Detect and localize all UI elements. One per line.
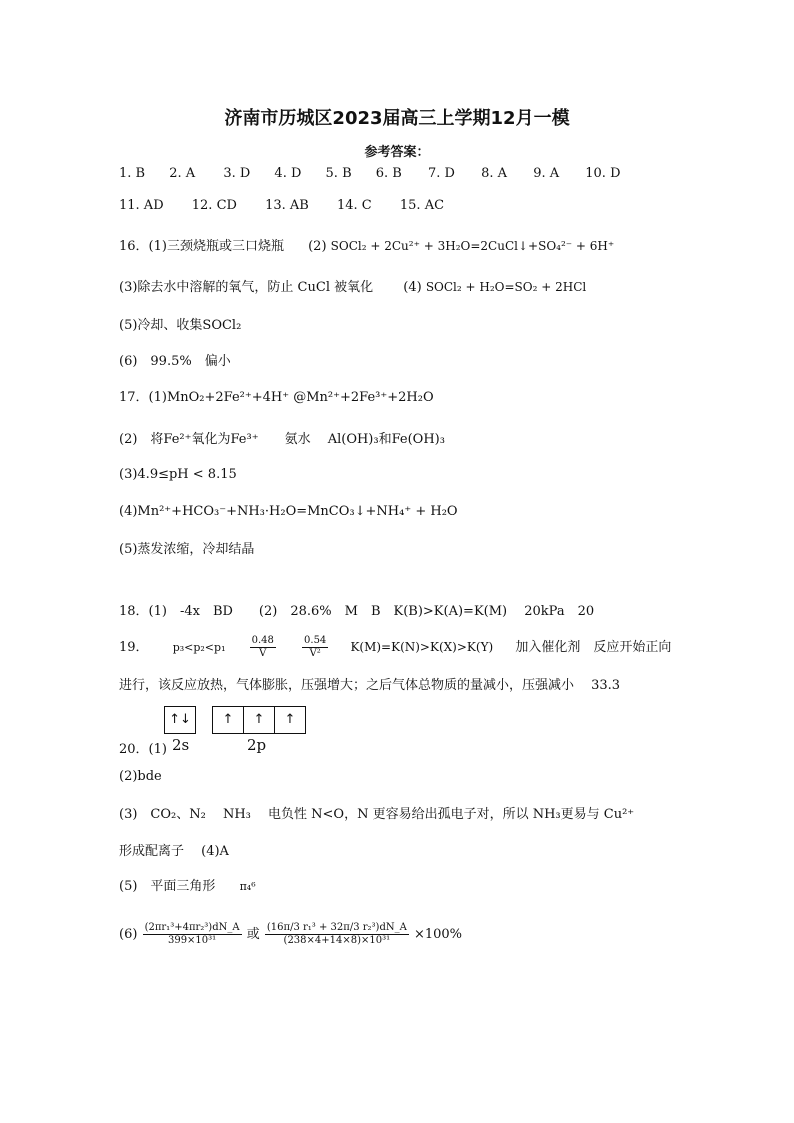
mc-answers-row-2 bbox=[119, 197, 444, 215]
q20-pi-bond: π₄⁶ bbox=[239, 880, 256, 893]
q20-line-6 bbox=[119, 913, 462, 957]
q20-fraction-2 bbox=[265, 922, 409, 947]
fraction-denominator: (238×4+14×8)×10³¹ bbox=[283, 935, 391, 946]
mc-answer: 2. A bbox=[169, 166, 196, 181]
mc-answer: 7. D bbox=[428, 166, 455, 181]
q16-line-3: (5)冷却、收集SOCl₂ bbox=[119, 318, 242, 333]
mc-answer: 5. B bbox=[325, 166, 352, 181]
q20-part5: (5) 平面三角形 bbox=[119, 879, 216, 894]
q19-number: 19． bbox=[119, 640, 149, 655]
mc-answer: 8. A bbox=[481, 166, 508, 181]
q16-line-4: (6) 99.5% 偏小 bbox=[119, 354, 231, 369]
q20-or: 或 bbox=[246, 927, 260, 942]
mc-answer: 4. D bbox=[274, 166, 302, 181]
electron-arrow: ↑ bbox=[243, 707, 274, 733]
page-title: 济南市历城区2023届高三上学期12月一模 bbox=[224, 108, 570, 129]
mc-answer: 12. CD bbox=[191, 198, 237, 213]
mc-answer: 3. D bbox=[223, 166, 251, 181]
q17-line-4: (4)Mn²⁺+HCO₃⁻+NH₃·H₂O=MnCO₃↓+NH₄⁺ + H₂O bbox=[119, 504, 458, 519]
q16-line-2 bbox=[119, 278, 586, 297]
q16-equation-1: SOCl₂ + 2Cu²⁺ + 3H₂O=2CuCl↓+SO₄²⁻ + 6H⁺ bbox=[330, 239, 615, 253]
q20-line-4: 形成配离子 (4)A bbox=[119, 844, 229, 859]
orbital-box-2p bbox=[212, 706, 306, 734]
fraction-numerator: 0.48 bbox=[251, 635, 274, 646]
q16-line-1 bbox=[119, 237, 614, 256]
q19-fraction-2 bbox=[302, 635, 328, 660]
mc-answer: 9. A bbox=[533, 166, 560, 181]
q20-line-1: 20．(1) bbox=[119, 742, 167, 757]
mc-answer: 6. B bbox=[375, 166, 402, 181]
orbital-box-2s bbox=[164, 706, 196, 734]
fraction-denominator: V² bbox=[309, 648, 321, 659]
q20-percent: ×100% bbox=[413, 927, 463, 942]
answer-key-heading: 参考答案： bbox=[364, 145, 430, 160]
q16-part3: (3)除去水中溶解的氧气，防止 CuCl 被氧化 bbox=[119, 280, 374, 295]
mc-answer: 14. C bbox=[336, 198, 372, 213]
orbital-label-2s: 2s bbox=[172, 736, 190, 754]
q20-line-5 bbox=[119, 878, 256, 896]
q20-fraction-1 bbox=[143, 922, 242, 947]
q17-line-2: (2) 将Fe²⁺氧化为Fe³⁺ 氨水 Al(OH)₃和Fe(OH)₃ bbox=[119, 432, 445, 447]
mc-answer: 15. AC bbox=[399, 198, 445, 213]
fraction-denominator: V bbox=[259, 648, 267, 659]
q17-line-3: (3)4.9≤pH < 8.15 bbox=[119, 467, 237, 482]
q16-part4-label: (4) bbox=[403, 280, 422, 295]
q16-part2-label: (2) bbox=[308, 239, 327, 254]
electron-arrow: ↑ bbox=[274, 707, 305, 733]
mc-answer: 10. D bbox=[585, 166, 621, 181]
q19-line-1 bbox=[119, 632, 671, 663]
fraction-numerator: 0.54 bbox=[304, 635, 327, 646]
electron-arrow: ↑ bbox=[222, 712, 234, 727]
q20-line-2: (2)bde bbox=[119, 769, 162, 784]
fraction-denominator: 399×10³¹ bbox=[167, 935, 217, 946]
q19-catalyst-text: 加入催化剂 反应开始正向 bbox=[515, 640, 672, 655]
q19-fraction-1 bbox=[250, 635, 276, 660]
q18-line: 18．(1) -4x BD (2) 28.6% M B K(B)>K(A)=K(M) 20kPa 20 bbox=[119, 604, 595, 619]
q16-equation-2: SOCl₂ + H₂O=SO₂ + 2HCl bbox=[425, 280, 587, 294]
q20-part6-label: (6) bbox=[119, 927, 138, 942]
fraction-numerator: (16π/3 r₁³ + 32π/3 r₂³)dN_A bbox=[266, 922, 407, 933]
q19-k-order: K(M)=K(N)>K(X)>K(Y) bbox=[350, 640, 494, 654]
mc-answer: 1. B bbox=[119, 166, 146, 181]
q19-pressure-order: p₃<p₂<p₁ bbox=[172, 641, 226, 654]
q20-line-3: (3) CO₂、N₂ NH₃ 电负性 N<O，N 更容易给出孤电子对，所以 NH₃更易与 Cu²⁺ bbox=[119, 807, 635, 822]
fraction-numerator: (2πr₁³+4πr₂³)dN_A bbox=[144, 922, 240, 933]
mc-answer: 11. AD bbox=[119, 198, 164, 213]
mc-answers-row-1 bbox=[119, 165, 621, 183]
mc-answer: 13. AB bbox=[265, 198, 309, 213]
electron-pair-arrows: ↑↓ bbox=[169, 712, 191, 727]
q17-line-1: 17．(1)MnO₂+2Fe²⁺+4H⁺ @Mn²⁺+2Fe³⁺+2H₂O bbox=[119, 390, 434, 405]
q17-line-5: (5)蒸发浓缩，冷却结晶 bbox=[119, 542, 255, 557]
q19-line-2: 进行，该反应放热，气体膨胀，压强增大；之后气体总物质的量减小，压强减小 33.3 bbox=[119, 678, 621, 693]
orbital-label-2p: 2p bbox=[247, 736, 267, 754]
q16-part1: 16．(1)三颈烧瓶或三口烧瓶 bbox=[119, 239, 284, 254]
